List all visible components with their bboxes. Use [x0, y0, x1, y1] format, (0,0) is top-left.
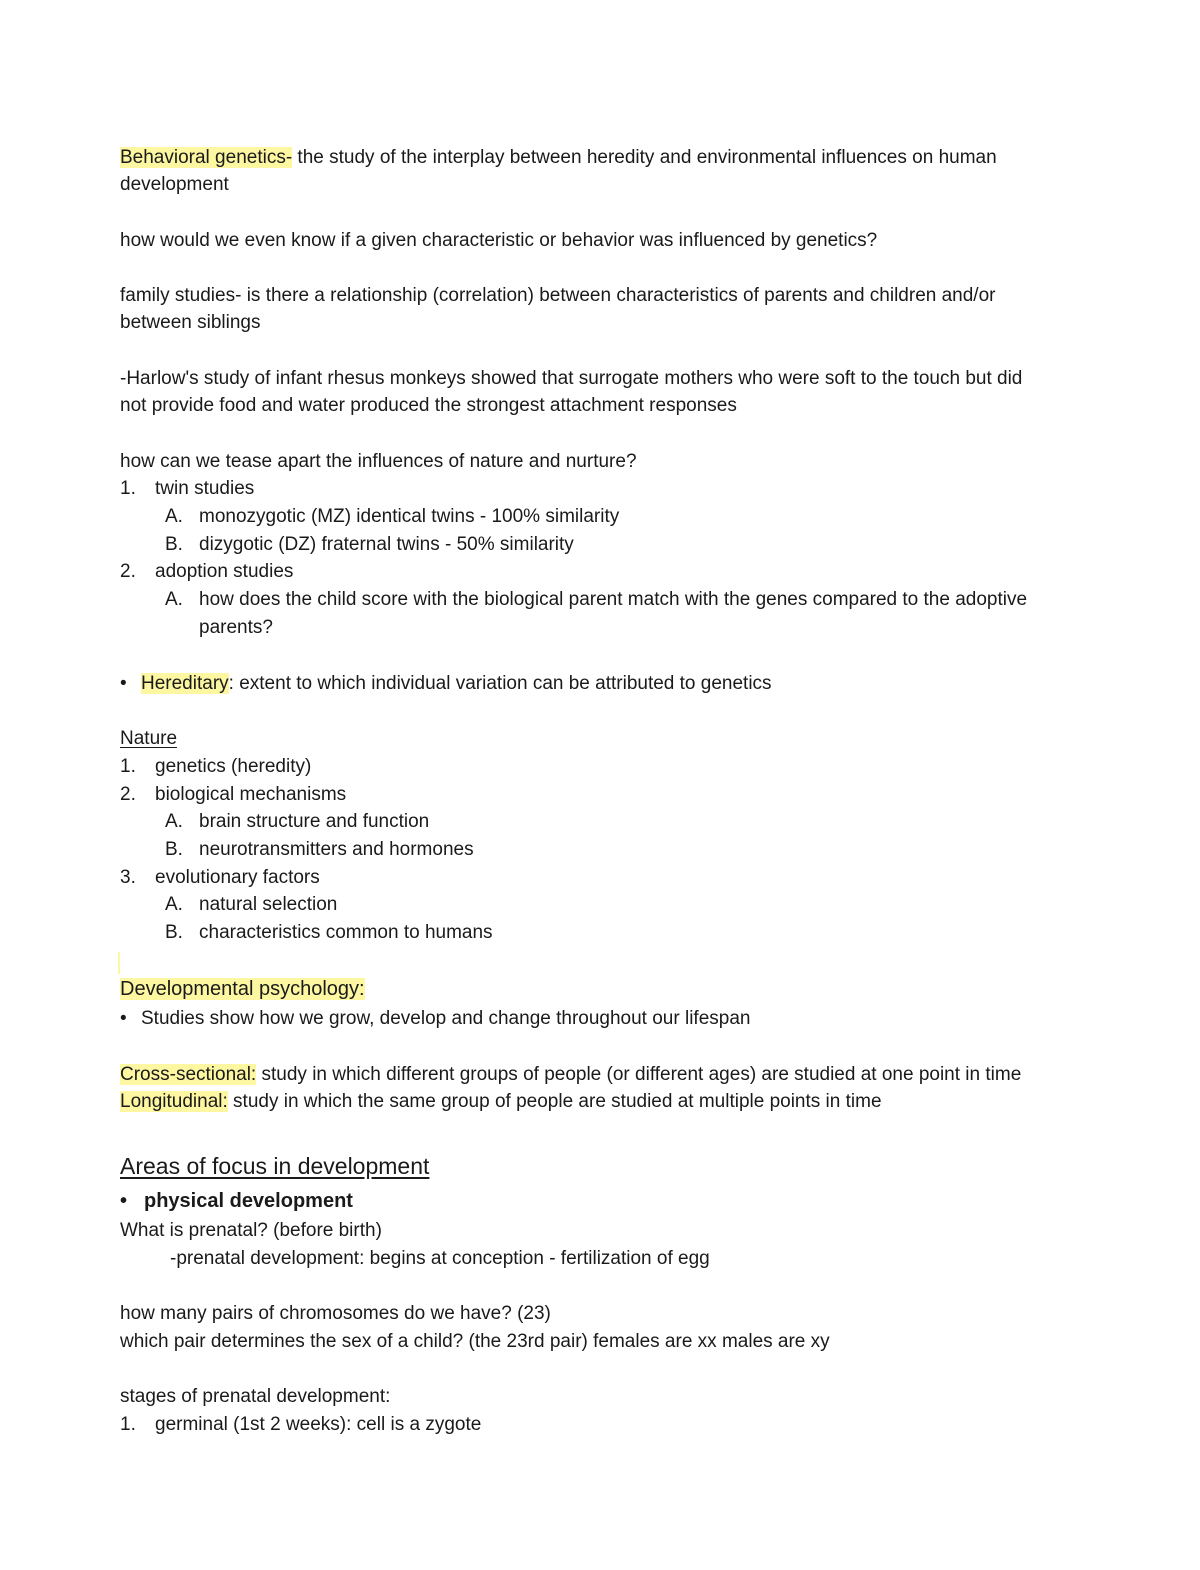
sub-list-item [165, 503, 619, 531]
family-studies-line: family studies- is there a relationship (correlation) between characteristics of parents and children and/or [120, 285, 996, 306]
cross-sectional-line [120, 1061, 1021, 1089]
question-tease: how can we tease apart the influences of nature and nurture? [120, 451, 637, 472]
sub-list-marker: A. [165, 811, 183, 832]
list-number: 1. [120, 756, 136, 777]
list-item [120, 864, 320, 892]
prenatal-development-line: -prenatal development: begins at conception - fertilization of egg [170, 1248, 710, 1269]
list-number: 1. [120, 1414, 136, 1435]
cross-sectional-definition: study in which different groups of people (or different ages) are studied at one point in time [256, 1064, 1022, 1085]
devpsych-title: Developmental psychology: [120, 978, 365, 1000]
list-text: genetics (heredity) [155, 756, 312, 777]
nature-title: Nature [120, 728, 178, 749]
list-text: twin studies [155, 478, 255, 499]
sub-list-marker: A. [165, 506, 183, 527]
family-studies-line-cont: between siblings [120, 312, 261, 333]
list-number: 2. [120, 561, 136, 582]
sub-list-item [165, 919, 493, 947]
sub-list-marker: A. [165, 894, 183, 915]
physical-development-line [120, 1187, 353, 1215]
list-number: 3. [120, 867, 136, 888]
prenatal-question: What is prenatal? (before birth) [120, 1220, 382, 1241]
devpsych-heading [120, 975, 365, 1003]
question-know: how would we even know if a given characteristic or behavior was influenced by genetics? [120, 230, 878, 251]
list-text: evolutionary factors [155, 867, 320, 888]
sub-list-item [165, 891, 337, 919]
cross-sectional-term: Cross-sectional: [120, 1064, 257, 1085]
areas-heading [120, 1152, 429, 1180]
sex-determination-question: which pair determines the sex of a child? (the 23rd pair) females are xx males are xy [120, 1331, 830, 1352]
list-item [120, 781, 346, 809]
stages-title: stages of prenatal development: [120, 1386, 391, 1407]
behavioral-genetics-line [120, 144, 997, 172]
sub-list-text: neurotransmitters and hormones [199, 839, 474, 860]
sub-list-text-cont: parents? [199, 617, 273, 638]
sub-list-item [165, 836, 474, 864]
highlight-marker [118, 952, 120, 974]
bullet-icon: • [120, 673, 127, 694]
harlow-line: -Harlow's study of infant rhesus monkeys showed that surrogate mothers who were soft to the touch but did [120, 368, 1023, 389]
behavioral-genetics-definition: the study of the interplay between heredity and environmental influences on human [292, 147, 997, 168]
harlow-line-cont: not provide food and water produced the strongest attachment responses [120, 395, 737, 416]
sub-list-marker: A. [165, 589, 183, 610]
bullet-icon: • [120, 1008, 127, 1029]
sub-list-marker: B. [165, 839, 183, 860]
sub-list-text: brain structure and function [199, 811, 430, 832]
list-item [120, 1411, 481, 1439]
list-number: 1. [120, 478, 136, 499]
areas-title: Areas of focus in development [120, 1153, 430, 1179]
hereditary-term: Hereditary [141, 673, 229, 694]
sub-list-item [165, 531, 574, 559]
hereditary-definition: : extent to which individual variation can be attributed to genetics [228, 673, 772, 694]
list-item [120, 753, 311, 781]
longitudinal-line [120, 1088, 882, 1116]
sub-list-text: dizygotic (DZ) fraternal twins - 50% similarity [199, 534, 574, 555]
physical-development-title: physical development [144, 1190, 353, 1212]
hereditary-line [120, 670, 772, 698]
list-text: biological mechanisms [155, 784, 347, 805]
sub-list-text: characteristics common to humans [199, 922, 493, 943]
sub-list-marker: B. [165, 922, 183, 943]
list-item [120, 558, 293, 586]
sub-list-text: natural selection [199, 894, 338, 915]
list-number: 2. [120, 784, 136, 805]
nature-heading [120, 725, 177, 753]
behavioral-genetics-definition-cont: development [120, 174, 229, 195]
devpsych-bullet-line [120, 1005, 750, 1033]
list-item [120, 475, 254, 503]
sub-list-item [165, 586, 1027, 614]
longitudinal-term: Longitudinal: [120, 1091, 228, 1112]
longitudinal-definition: study in which the same group of people are studied at multiple points in time [227, 1091, 882, 1112]
sub-list-item [165, 808, 429, 836]
chromosome-question: how many pairs of chromosomes do we have? (23) [120, 1303, 551, 1324]
bullet-icon: • [120, 1190, 128, 1212]
behavioral-genetics-term: Behavioral genetics- [120, 147, 293, 168]
list-text: adoption studies [155, 561, 294, 582]
devpsych-text: Studies show how we grow, develop and change throughout our lifespan [141, 1008, 751, 1029]
sub-list-text: how does the child score with the biological parent match with the genes compared to the adoptive [199, 589, 1028, 610]
sub-list-text: monozygotic (MZ) identical twins - 100% similarity [199, 506, 620, 527]
sub-list-marker: B. [165, 534, 183, 555]
list-text: germinal (1st 2 weeks): cell is a zygote [155, 1414, 482, 1435]
